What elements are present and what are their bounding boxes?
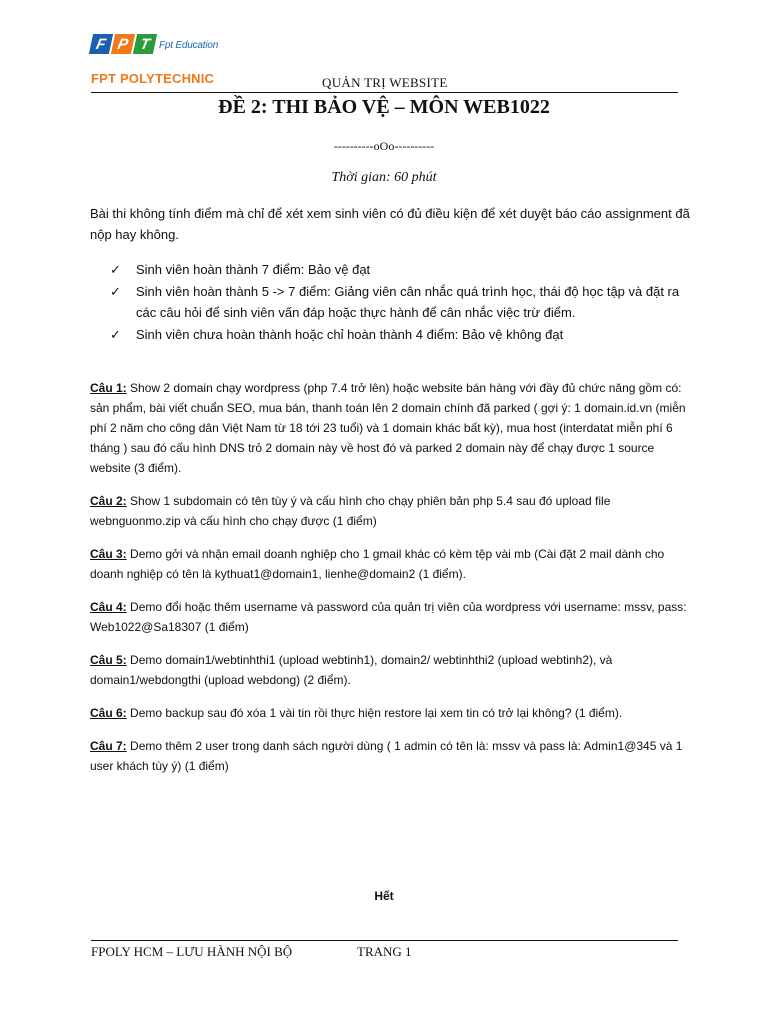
logo-tagline: Fpt Education [159, 40, 219, 51]
question-item [90, 544, 690, 584]
criteria-text: Sinh viên hoàn thành 5 -> 7 điểm: Giảng viên cân nhắc quá trình học, thái độ học tập và đặt ra các câu hỏi để sinh viên vấn đáp hoặc thực hành để cân nhắc việc trừ điểm. [136, 284, 680, 320]
logo-letter-t: T [133, 34, 157, 54]
question-item [90, 736, 690, 776]
logo-letter-blocks [91, 34, 155, 54]
question-label: Câu 4: [90, 600, 127, 614]
criteria-text: Sinh viên chưa hoàn thành hoặc chỉ hoàn thành 4 điểm: Bảo vệ không đạt [136, 327, 564, 342]
question-text: Show 2 domain chạy wordpress (php 7.4 trở lên) hoặc website bán hàng với đầy đủ chức năng gồm có: sản phẩm, bài viết chuẩn SEO, mua bán, thanh toán lên 2 domain chính đã parked ( gợi ý: 1 domain.id.vn (miễn phí 2 năm cho công dân Việt Nam từ 18 tới 23 tuổi) và 1 domain khác bất kỳ), mua host (interdatat miễn phí 6 tháng ) sau đó cấu hình DNS trỏ 2 domain này về host đó và parked 2 domain này để chạy được 1 source website (3 điểm). [90, 381, 686, 475]
logo-letter-p: P [111, 34, 135, 54]
exam-time: Thời gian: 60 phút [331, 170, 437, 185]
question-text: Demo backup sau đó xóa 1 vài tin rồi thực hiện restore lại xem tin có trở lại không? (1 điểm). [130, 706, 623, 720]
question-item [90, 650, 690, 690]
end-marker: Hết [374, 889, 394, 903]
criteria-item [110, 259, 690, 280]
question-label: Câu 5: [90, 653, 127, 667]
question-label: Câu 2: [90, 494, 127, 508]
question-text: Demo thêm 2 user trong danh sách người dùng ( 1 admin có tên là: mssv và pass là: Admin1@345 và 1 user khách tùy ý) (1 điểm) [90, 739, 683, 773]
question-list [90, 378, 690, 789]
checkmark-icon: ✓ [110, 327, 121, 342]
footer-left-text: FPOLY HCM – LƯU HÀNH NỘI BỘ [91, 944, 293, 959]
question-item [90, 491, 690, 531]
page-number: TRANG 1 [357, 944, 412, 959]
question-item [90, 597, 690, 637]
question-text: Demo đổi hoặc thêm username và password của quản trị viên của wordpress với username: mssv, pass: Web1022@Sa18307 (1 điểm) [90, 600, 687, 634]
criteria-text: Sinh viên hoàn thành 7 điểm: Bảo vệ đạt [136, 262, 371, 277]
logo-letter-f: F [89, 34, 113, 54]
question-label: Câu 6: [90, 706, 127, 720]
question-label: Câu 1: [90, 381, 127, 395]
question-item [90, 703, 690, 723]
fpt-logo [91, 34, 231, 90]
criteria-item [110, 324, 690, 345]
question-label: Câu 3: [90, 547, 127, 561]
checkmark-icon: ✓ [110, 262, 121, 277]
header-divider [91, 92, 678, 93]
footer-divider [91, 940, 678, 941]
question-text: Show 1 subdomain có tên tùy ý và cấu hình cho chạy phiên bản php 5.4 sau đó upload file webnguonmo.zip và cấu hình cho chạy được (1 điểm) [90, 494, 611, 528]
title-ornament: ----------oOo---------- [333, 139, 435, 153]
question-item [90, 378, 690, 478]
criteria-item [110, 281, 690, 323]
header-subtitle: QUẢN TRỊ WEBSITE [322, 75, 448, 90]
question-label: Câu 7: [90, 739, 127, 753]
question-text: Demo gởi và nhận email doanh nghiệp cho 1 gmail khác có kèm tệp vài mb (Cài đặt 2 mail dành cho doanh nghiệp có tên là kythuat1@domain1, lienhe@domain2 (1 điểm). [90, 547, 665, 581]
intro-paragraph: Bài thi không tính điểm mà chỉ để xét xem sinh viên có đủ điều kiện để xét duyệt báo cáo assignment đã nộp hay không. [90, 206, 690, 242]
criteria-list [110, 259, 690, 346]
checkmark-icon: ✓ [110, 284, 121, 299]
logo-name: FPT POLYTECHNIC [91, 71, 215, 86]
question-text: Demo domain1/webtinhthi1 (upload webtinh1), domain2/ webtinhthi2 (upload webtinh2), và domain1/webdongthi (upload webdong) (2 điểm). [90, 653, 613, 687]
page-title: ĐỀ 2: THI BẢO VỆ – MÔN WEB1022 [218, 96, 550, 118]
